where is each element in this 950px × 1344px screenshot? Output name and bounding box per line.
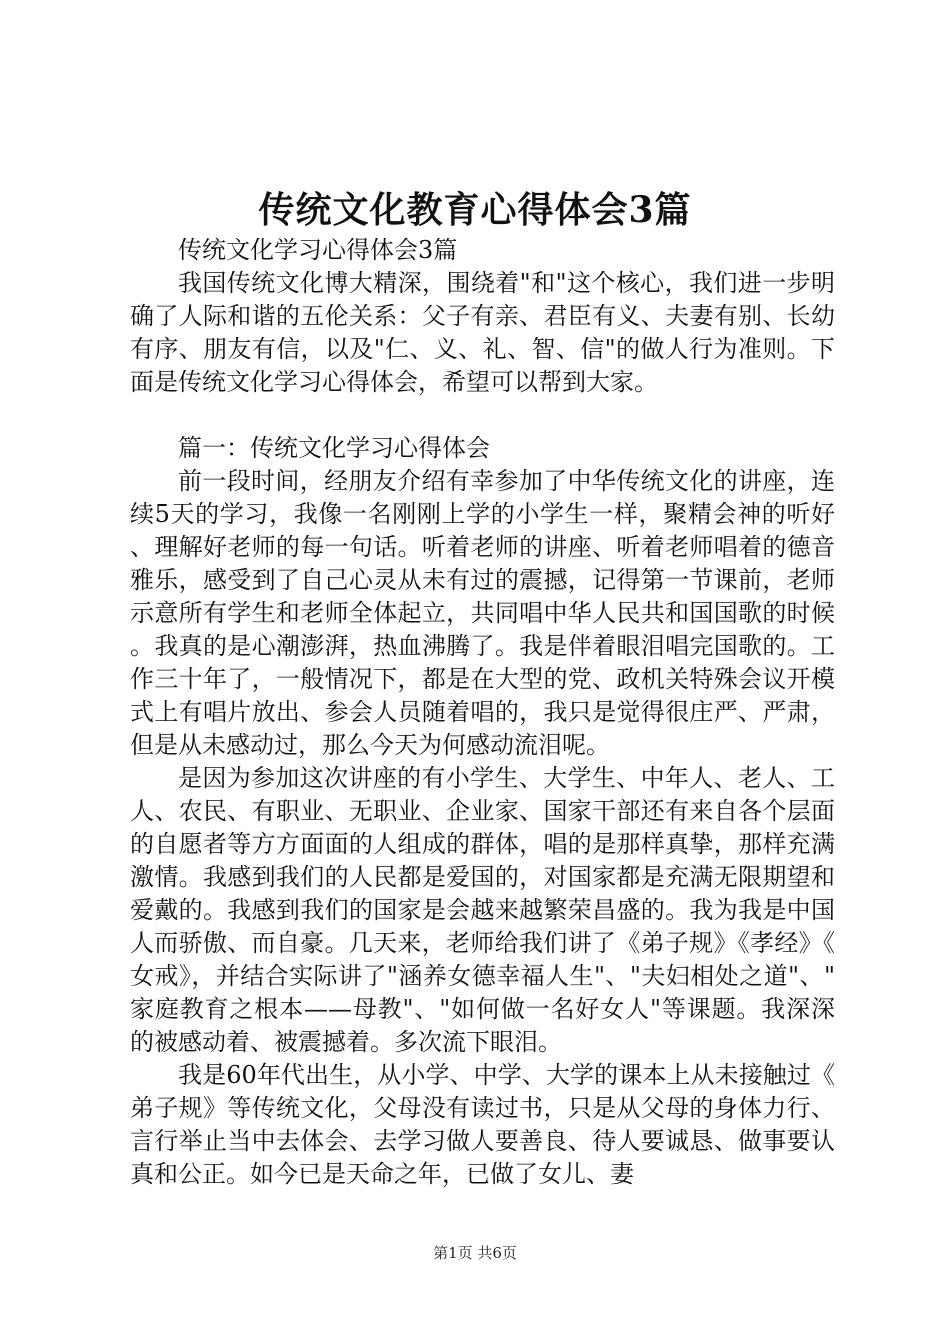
section-heading-part-one: 篇一：传统文化学习心得体会: [178, 434, 490, 462]
body-paragraph: 前一段时间，经朋友介绍有幸参加了中华传统文化的讲座，连续5天的学习，我像一名刚刚上学的小学生一样，聚精会神的听好、理解好老师的每一句话。听着老师的讲座、听着老师唱着的德音雅乐，感受到了自己心灵从未有过的震撼，记得第一节课前，老师示意所有学生和老师全体起立，共同唱中华人民共和国国歌的时候。我真的是心潮澎湃，热血沸腾了。我是伴着眼泪唱完国歌的。工作三十年了，一般情况下，都是在大型的党、政机关特殊会议开模式上有唱片放出、参会人员随着唱的，我只是觉得很庄严、严肃，但是从未感动过，那么今天为何感动流泪呢。: [130, 467, 835, 759]
page-number-footer: 第1页 共6页: [433, 1244, 517, 1262]
blank-line: [130, 399, 835, 432]
document-title: 传统文化教育心得体会3篇: [258, 189, 692, 231]
document-body: [130, 234, 835, 1191]
body-paragraph: 是因为参加这次讲座的有小学生、大学生、中年人、老人、工人、农民、有职业、无职业、企业家、国家干部还有来自各个层面的自愿者等方方面面的人组成的群体，唱的是那样真挚，那样充满激情。我感到我们的人民都是爱国的，对国家都是充满无限期望和爱戴的。我感到我们的国家是会越来越繁荣昌盛的。我为我是中国人而骄傲、而自豪。几天来，老师给我们讲了《弟子规》《孝经》《女戒》，并结合实际讲了"涵养女德幸福人生"、"夫妇相处之道"、"家庭教育之根本——母教"、"如何做一名好女人"等课题。我深深的被感动着、被震撼着。多次流下眼泪。: [130, 764, 835, 1056]
intro-paragraph: 我国传统文化博大精深，围绕着"和"这个核心，我们进一步明确了人际和谐的五伦关系：父子有亲、君臣有义、夫妻有别、长幼有序、朋友有信，以及"仁、义、礼、智、信"的做人行为准则。下面是传统文化学习心得体会，希望可以帮到大家。: [130, 269, 835, 396]
body-paragraph: 我是60年代出生，从小学、中学、大学的课本上从未接触过《弟子规》等传统文化，父母没有读过书，只是从父母的身体力行、言行举止当中去体会、去学习做人要善良、待人要诚恳、做事要认真和公正。如今已是天命之年，已做了女儿、妻: [130, 1061, 835, 1188]
intro-subtitle: 传统文化学习心得体会3篇: [178, 236, 458, 264]
